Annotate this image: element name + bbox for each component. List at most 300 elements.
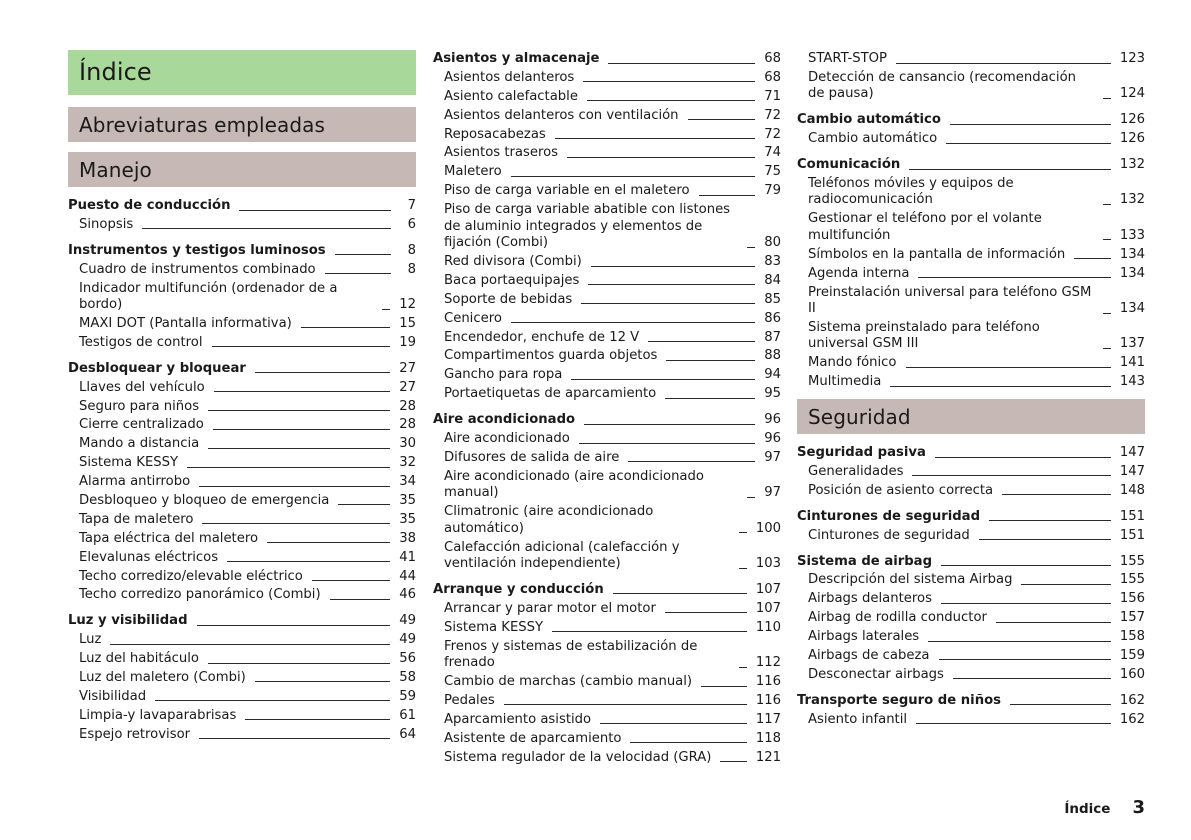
entry-page-number: 132 — [1119, 157, 1145, 173]
dot-leader — [588, 284, 755, 285]
toc-entry-aire-acondicionado-aire-acondicionado-ma[interactable] — [433, 468, 781, 503]
toc-entry-airbags-delanteros[interactable] — [797, 590, 1145, 609]
entry-page-number: 110 — [755, 619, 781, 635]
entry-page-number: 96 — [764, 412, 781, 428]
dot-leader — [648, 341, 755, 342]
toc-entry-luz-del-maletero-combi[interactable] — [68, 669, 416, 688]
entry-title: Baca portaequipajes — [444, 272, 580, 288]
entry-page-number: 68 — [764, 69, 781, 85]
entry-title: Testigos de control — [79, 334, 203, 350]
entry-page-number: 137 — [1119, 336, 1145, 352]
entry-page-number: 38 — [399, 530, 416, 546]
entry-page-number: 107 — [755, 581, 781, 597]
toc-entry-descripcion-del-sistema-airbag[interactable] — [797, 571, 1145, 590]
entry-title: Desbloquear y bloquear — [68, 360, 246, 376]
dot-leader — [739, 568, 747, 569]
toc-entry-cenicero[interactable] — [433, 310, 781, 329]
dot-leader — [1103, 204, 1111, 205]
toc-entry-techo-corredizo-panoramico-combi[interactable] — [68, 586, 416, 605]
entry-page-number: 15 — [399, 315, 416, 331]
entry-page-number: 116 — [755, 692, 781, 708]
entry-page-number: 134 — [1119, 246, 1145, 262]
entry-title: START-STOP — [808, 51, 887, 66]
dot-leader — [208, 448, 390, 449]
toc-entry-cambio-automatico[interactable] — [797, 130, 1145, 149]
toc-entry-visibilidad[interactable] — [68, 688, 416, 707]
toc-entry-preinstalacion-universal-para-telefono-g[interactable] — [797, 284, 1145, 319]
entry-title: Climatronic (aire acondicionado automático) — [444, 504, 658, 536]
entry-page-number: 107 — [755, 600, 781, 616]
toc-entry-mando-fonico[interactable] — [797, 354, 1145, 373]
entry-title: Preinstalación universal para teléfono GSM II — [808, 284, 1096, 317]
entry-page-number: 155 — [1119, 572, 1145, 588]
dot-leader — [941, 603, 1111, 604]
dot-leader — [567, 157, 755, 158]
toc-entry-indicador-multifuncion-ordenador-de-a-bo[interactable] — [68, 280, 416, 315]
section-title-puesto-de-conduccion[interactable] — [68, 197, 416, 216]
dot-leader — [214, 391, 391, 392]
dot-leader — [739, 532, 747, 533]
dot-leader — [918, 277, 1110, 278]
entry-title: Sistema regulador de la velocidad (GRA) — [444, 749, 712, 765]
section-title-luz-y-visibilidad[interactable] — [68, 612, 416, 631]
toc-entry-cuadro-de-instrumentos-combinado[interactable] — [68, 261, 416, 280]
toc-section-asientos-y-almacenaje — [433, 50, 781, 404]
dot-leader — [1103, 98, 1111, 99]
entry-page-number: 124 — [1119, 86, 1145, 102]
entry-page-number: 103 — [755, 556, 781, 572]
entry-title: Compartimentos guarda objetos — [444, 348, 658, 364]
toc-entry-asiento-calefactable[interactable] — [433, 88, 781, 107]
entry-title: Sistema de airbag — [797, 553, 933, 569]
dot-leader — [239, 210, 391, 211]
toc-entry-luz[interactable] — [68, 631, 416, 650]
dot-leader — [747, 497, 755, 498]
toc-entry-sistema-kessy[interactable] — [68, 454, 416, 473]
toc-entry-desbloqueo-y-bloqueo-de-emergencia[interactable] — [68, 492, 416, 511]
dot-leader — [587, 100, 755, 101]
toc-column-right — [797, 50, 1145, 737]
footer-label: Índice — [1064, 801, 1111, 817]
toc-entry-multimedia[interactable] — [797, 373, 1145, 392]
entry-page-number: 79 — [764, 183, 781, 199]
toc-entry-sinopsis[interactable] — [68, 216, 416, 235]
dot-leader — [1002, 494, 1111, 495]
entry-page-number: 148 — [1119, 482, 1145, 498]
entry-page-number: 75 — [764, 164, 781, 180]
entry-title: Símbolos en la pantalla de información — [808, 246, 1066, 262]
dot-leader — [202, 523, 390, 524]
toc-entry-maletero[interactable] — [433, 163, 781, 182]
entry-title: Cierre centralizado — [79, 417, 204, 433]
toc-entry-piso-de-carga-variable-abatible-con-list[interactable] — [433, 201, 781, 253]
entry-page-number: 97 — [764, 485, 781, 501]
entry-title: Descripción del sistema Airbag — [808, 572, 1013, 588]
section-title-seguridad-pasiva[interactable] — [797, 444, 1145, 463]
entry-title: Sistema KESSY — [79, 455, 179, 471]
entry-title: Aire acondicionado — [433, 412, 576, 428]
entry-title: Techo corredizo/elevable eléctrico — [79, 568, 303, 584]
entry-page-number: 59 — [399, 688, 416, 704]
dot-leader — [666, 360, 755, 361]
entry-page-number: 143 — [1119, 374, 1145, 390]
toc-section-aire-acondicionado — [433, 411, 781, 574]
toc-entry-sistema-regulador-de-la-velocidad-gra[interactable] — [433, 749, 781, 768]
heading-seguridad: Seguridad — [797, 399, 1145, 434]
toc-entry-reposacabezas[interactable] — [433, 126, 781, 145]
entry-title: Frenos y sistemas de estabilización de frenado — [444, 638, 702, 671]
entry-title: Multimedia — [808, 374, 882, 390]
toc-entry-elevalunas-electricos[interactable] — [68, 549, 416, 568]
entry-title: Piso de carga variable en el maletero — [444, 183, 690, 199]
toc-entry-generalidades[interactable] — [797, 463, 1145, 482]
entry-page-number: 85 — [764, 291, 781, 307]
entry-title: Arrancar y parar motor el motor — [444, 600, 656, 616]
entry-title: Espejo retrovisor — [79, 726, 191, 742]
entry-title: Indicador multifunción (ordenador de a bordo) — [79, 280, 342, 313]
entry-page-number: 155 — [1119, 553, 1145, 569]
entry-page-number: 12 — [399, 297, 416, 313]
entry-page-number: 116 — [755, 674, 781, 690]
entry-title: MAXI DOT (Pantalla informativa) — [79, 315, 292, 331]
dot-leader — [110, 644, 390, 645]
dot-leader — [187, 467, 390, 468]
entry-page-number: 160 — [1119, 666, 1145, 682]
dot-leader — [953, 678, 1111, 679]
entry-page-number: 56 — [399, 651, 416, 667]
toc-entry-climatronic-aire-acondicionado-automatic[interactable] — [433, 503, 781, 538]
dot-leader — [142, 228, 391, 229]
entry-title: Red divisora (Combi) — [444, 254, 582, 270]
dot-leader — [1010, 704, 1111, 705]
toc-entry-calefaccion-adicional-calefaccion-y-vent[interactable] — [433, 539, 781, 574]
dot-leader — [382, 309, 390, 310]
dot-leader — [939, 659, 1111, 660]
dot-leader — [946, 143, 1111, 144]
entry-title: Seguro para niños — [79, 398, 200, 414]
dot-leader — [608, 63, 755, 64]
entry-title: Asientos delanteros con ventilación — [444, 107, 679, 123]
entry-page-number: 134 — [1119, 265, 1145, 281]
dot-leader — [255, 372, 390, 373]
dot-leader — [335, 254, 391, 255]
entry-page-number: 46 — [399, 587, 416, 603]
entry-title: Airbag de rodilla conductor — [808, 610, 987, 626]
section-title-cambio-automatico[interactable] — [797, 111, 1145, 130]
entry-page-number: 72 — [764, 107, 781, 123]
entry-title: Tapa eléctrica del maletero — [79, 530, 259, 546]
entry-page-number: 96 — [764, 431, 781, 447]
entry-title: Maletero — [444, 164, 502, 180]
entry-page-number: 147 — [1119, 463, 1145, 479]
entry-page-number: 117 — [755, 711, 781, 727]
entry-title: Difusores de salida de aire — [444, 449, 620, 465]
dot-leader — [583, 81, 755, 82]
entry-page-number: 49 — [399, 632, 416, 648]
toc-entry-airbags-de-cabeza[interactable] — [797, 647, 1145, 666]
entry-page-number: 74 — [764, 145, 781, 161]
dot-leader — [665, 398, 755, 399]
dot-leader — [312, 580, 390, 581]
toc-entry-asientos-delanteros-con-ventilacion[interactable] — [433, 107, 781, 126]
dot-leader — [511, 176, 755, 177]
entry-page-number: 35 — [399, 492, 416, 508]
toc-section-sistema-de-airbag — [797, 553, 1145, 685]
entry-title: Gancho para ropa — [444, 367, 563, 383]
dot-leader — [208, 410, 390, 411]
entry-page-number: 133 — [1119, 227, 1145, 243]
heading-manejo: Manejo — [68, 152, 416, 187]
toc-entry-cambio-de-marchas-cambio-manual[interactable] — [433, 673, 781, 692]
toc-entry-red-divisora-combi[interactable] — [433, 253, 781, 272]
toc-entry-limpia-y-lavaparabrisas[interactable] — [68, 707, 416, 726]
entry-page-number: 8 — [407, 261, 416, 277]
dot-leader — [909, 169, 1111, 170]
toc-section-arranque-y-conduccion — [433, 581, 781, 768]
toc-section-cinturones-de-seguridad — [797, 508, 1145, 546]
toc-entry-sistema-preinstalado-para-telefono-unive[interactable] — [797, 319, 1145, 354]
toc-section-luz-y-visibilidad — [68, 612, 416, 744]
entry-title: Cambio de marchas (cambio manual) — [444, 674, 693, 690]
entry-title: Asientos traseros — [444, 145, 559, 161]
toc-entry-frenos-y-sistemas-de-estabilizacion-de-f[interactable] — [433, 638, 781, 673]
entry-page-number: 44 — [399, 568, 416, 584]
dot-leader — [227, 561, 390, 562]
heading-abreviaturas-empleadas: Abreviaturas empleadas — [68, 107, 416, 142]
toc-entry-posicion-de-asiento-correcta[interactable] — [797, 482, 1145, 501]
toc-entry-mando-a-distancia[interactable] — [68, 435, 416, 454]
dot-leader — [212, 346, 391, 347]
toc-entry-difusores-de-salida-de-aire[interactable] — [433, 449, 781, 468]
entry-title: Pedales — [444, 692, 495, 708]
dot-leader — [330, 599, 391, 600]
toc-section — [797, 50, 1145, 104]
section-title-transporte-seguro-de-ninos[interactable] — [797, 692, 1145, 711]
entry-page-number: 83 — [764, 254, 781, 270]
toc-entry-simbolos-en-la-pantalla-de-informacion[interactable] — [797, 246, 1145, 265]
entry-title: Asientos y almacenaje — [433, 51, 600, 66]
entry-page-number: 58 — [399, 669, 416, 685]
dot-leader — [928, 641, 1111, 642]
entry-title: Generalidades — [808, 463, 904, 479]
entry-page-number: 6 — [407, 216, 416, 232]
toc-entry-pedales[interactable] — [433, 692, 781, 711]
dot-leader — [267, 542, 390, 543]
entry-title: Puesto de conducción — [68, 198, 231, 213]
entry-page-number: 61 — [399, 707, 416, 723]
section-title-instrumentos-y-testigos-luminosos[interactable] — [68, 242, 416, 261]
entry-page-number: 27 — [399, 379, 416, 395]
dot-leader — [701, 686, 747, 687]
entry-page-number: 141 — [1119, 355, 1145, 371]
toc-entry-deteccion-de-cansancio-recomendacion-de-[interactable] — [797, 69, 1145, 104]
toc-entry-asistente-de-aparcamiento[interactable] — [433, 730, 781, 749]
dot-leader — [301, 327, 390, 328]
entry-page-number: 158 — [1119, 629, 1145, 645]
entry-page-number: 95 — [764, 386, 781, 402]
dot-leader — [1103, 239, 1111, 240]
toc-entry-compartimentos-guarda-objetos[interactable] — [433, 347, 781, 366]
dot-leader — [935, 457, 1111, 458]
toc-entry-asientos-delanteros[interactable] — [433, 69, 781, 88]
section-title-comunicacion[interactable] — [797, 156, 1145, 175]
dot-leader — [504, 704, 747, 705]
dot-leader — [688, 119, 756, 120]
entry-title: Cambio automático — [797, 112, 941, 128]
entry-page-number: 34 — [399, 474, 416, 490]
dot-leader — [699, 195, 756, 196]
entry-page-number: 64 — [399, 726, 416, 742]
page-footer — [1064, 797, 1145, 818]
toc-entry-baca-portaequipajes[interactable] — [433, 272, 781, 291]
toc-entry-encendedor-enchufe-de-12-v[interactable] — [433, 329, 781, 348]
dot-leader — [555, 138, 755, 139]
toc-column-middle — [433, 50, 781, 775]
entry-page-number: 151 — [1119, 527, 1145, 543]
toc-entry-luz-del-habitaculo[interactable] — [68, 650, 416, 669]
dot-leader — [581, 303, 755, 304]
toc-entry-desconectar-airbags[interactable] — [797, 666, 1145, 685]
entry-title: Mando fónico — [808, 355, 897, 371]
entry-page-number: 123 — [1119, 51, 1145, 66]
toc-entry-maxi-dot-pantalla-informativa[interactable] — [68, 315, 416, 334]
toc-entry-airbags-laterales[interactable] — [797, 628, 1145, 647]
entry-title: Alarma antirrobo — [79, 474, 191, 490]
toc-entry-start-stop[interactable] — [797, 50, 1145, 69]
dot-leader — [912, 475, 1110, 476]
toc-entry-aire-acondicionado[interactable] — [433, 430, 781, 449]
section-title-asientos-y-almacenaje[interactable] — [433, 50, 781, 69]
entry-title: Airbags laterales — [808, 629, 920, 645]
toc-entry-sistema-kessy[interactable] — [433, 619, 781, 638]
dot-leader — [665, 612, 747, 613]
entry-title: Posición de asiento correcta — [808, 482, 994, 498]
toc-section-puesto-de-conduccion — [68, 197, 416, 235]
toc-entry-seguro-para-ninos[interactable] — [68, 398, 416, 417]
entry-page-number: 71 — [764, 88, 781, 104]
entry-page-number: 7 — [407, 198, 416, 213]
entry-page-number: 151 — [1119, 508, 1145, 524]
entry-title: Soporte de bebidas — [444, 291, 573, 307]
entry-title: Luz del maletero (Combi) — [79, 669, 246, 685]
entry-title: Desbloqueo y bloqueo de emergencia — [79, 492, 330, 508]
entry-title: Elevalunas eléctricos — [79, 549, 219, 565]
entry-title: Aire acondicionado — [444, 431, 570, 447]
entry-title: Sinopsis — [79, 216, 134, 232]
toc-entry-cierre-centralizado[interactable] — [68, 416, 416, 435]
toc-entry-llaves-del-vehiculo[interactable] — [68, 379, 416, 398]
heading-indice: Índice — [68, 50, 416, 95]
toc-entry-cinturones-de-seguridad[interactable] — [797, 527, 1145, 546]
toc-entry-agenda-interna[interactable] — [797, 265, 1145, 284]
toc-entry-techo-corredizo-elevable-electrico[interactable] — [68, 568, 416, 587]
dot-leader — [197, 625, 391, 626]
toc-entry-telefonos-moviles-y-equipos-de-radiocomu[interactable] — [797, 175, 1145, 210]
entry-title: Aparcamiento asistido — [444, 711, 592, 727]
toc-entry-soporte-de-bebidas[interactable] — [433, 291, 781, 310]
entry-title: Techo corredizo panorámico (Combi) — [79, 587, 321, 603]
toc-entry-arrancar-y-parar-motor-el-motor[interactable] — [433, 600, 781, 619]
entry-page-number: 94 — [764, 367, 781, 383]
entry-title: Cinturones de seguridad — [797, 508, 981, 524]
entry-title: Agenda interna — [808, 265, 910, 281]
toc-entry-piso-de-carga-variable-en-el-maletero[interactable] — [433, 182, 781, 201]
dot-leader — [325, 273, 391, 274]
entry-title: Calefacción adicional (calefacción y ventilación independiente) — [444, 539, 684, 572]
entry-title: Visibilidad — [79, 688, 147, 704]
entry-title: Luz — [79, 632, 102, 648]
toc-entry-asientos-traseros[interactable] — [433, 144, 781, 163]
entry-page-number: 68 — [764, 51, 781, 66]
toc-entry-tapa-electrica-del-maletero[interactable] — [68, 530, 416, 549]
toc-section-cambio-automatico — [797, 111, 1145, 149]
toc-entry-portaetiquetas-de-aparcamiento[interactable] — [433, 385, 781, 404]
entry-title: Seguridad pasiva — [797, 445, 926, 461]
entry-page-number: 87 — [764, 329, 781, 345]
toc-entry-tapa-de-maletero[interactable] — [68, 511, 416, 530]
section-title-cinturones-de-seguridad[interactable] — [797, 508, 1145, 527]
entry-page-number: 121 — [755, 749, 781, 765]
dot-leader — [1021, 584, 1110, 585]
toc-entry-gestionar-el-telefono-por-el-volante-mul[interactable] — [797, 210, 1145, 245]
section-title-aire-acondicionado[interactable] — [433, 411, 781, 430]
entry-title: Cinturones de seguridad — [808, 527, 970, 543]
dot-leader — [552, 631, 747, 632]
entry-page-number: 84 — [764, 272, 781, 288]
entry-page-number: 8 — [407, 242, 416, 258]
toc-section-desbloquear-y-bloquear — [68, 360, 416, 606]
toc-entry-alarma-antirrobo[interactable] — [68, 473, 416, 492]
toc-entry-testigos-de-control[interactable] — [68, 334, 416, 353]
entry-page-number: 100 — [755, 520, 781, 536]
entry-page-number: 97 — [764, 449, 781, 465]
toc-entry-aparcamiento-asistido[interactable] — [433, 711, 781, 730]
entry-title: Mando a distancia — [79, 436, 200, 452]
entry-title: Luz del habitáculo — [79, 651, 199, 667]
entry-title: Airbags de cabeza — [808, 647, 930, 663]
entry-title: Tapa de maletero — [79, 511, 194, 527]
toc-entry-airbag-de-rodilla-conductor[interactable] — [797, 609, 1145, 628]
entry-page-number: 80 — [764, 235, 781, 251]
entry-page-number: 112 — [755, 655, 781, 671]
toc-section-transporte-seguro-de-ninos — [797, 692, 1145, 730]
dot-leader — [600, 723, 747, 724]
entry-title: Reposacabezas — [444, 126, 546, 142]
section-title-arranque-y-conduccion[interactable] — [433, 581, 781, 600]
entry-page-number: 126 — [1119, 131, 1145, 147]
entry-page-number: 126 — [1119, 112, 1145, 128]
entry-title: Piso de carga variable abatible con listones de aluminio integrados y elementos de fijación (Combi) — [444, 202, 735, 251]
entry-page-number: 157 — [1119, 610, 1145, 626]
section-title-sistema-de-airbag[interactable] — [797, 553, 1145, 572]
dot-leader — [950, 124, 1111, 125]
entry-page-number: 28 — [399, 398, 416, 414]
entry-title: Instrumentos y testigos luminosos — [68, 242, 326, 258]
entry-page-number: 72 — [764, 126, 781, 142]
dot-leader — [255, 681, 390, 682]
toc-entry-gancho-para-ropa[interactable] — [433, 366, 781, 385]
dot-leader — [916, 723, 1111, 724]
dot-leader — [579, 443, 755, 444]
entry-title: Asistente de aparcamiento — [444, 730, 622, 746]
toc-entry-asiento-infantil[interactable] — [797, 711, 1145, 730]
page-number: 3 — [1132, 797, 1145, 818]
entry-title: Aire acondicionado (aire acondicionado manual) — [444, 468, 709, 501]
toc-entry-espejo-retrovisor[interactable] — [68, 726, 416, 745]
entry-title: Detección de cansancio (recomendación de pausa) — [808, 69, 1081, 102]
section-title-desbloquear-y-bloquear[interactable] — [68, 360, 416, 379]
entry-title: Teléfonos móviles y equipos de radiocomunicación — [808, 175, 1018, 208]
